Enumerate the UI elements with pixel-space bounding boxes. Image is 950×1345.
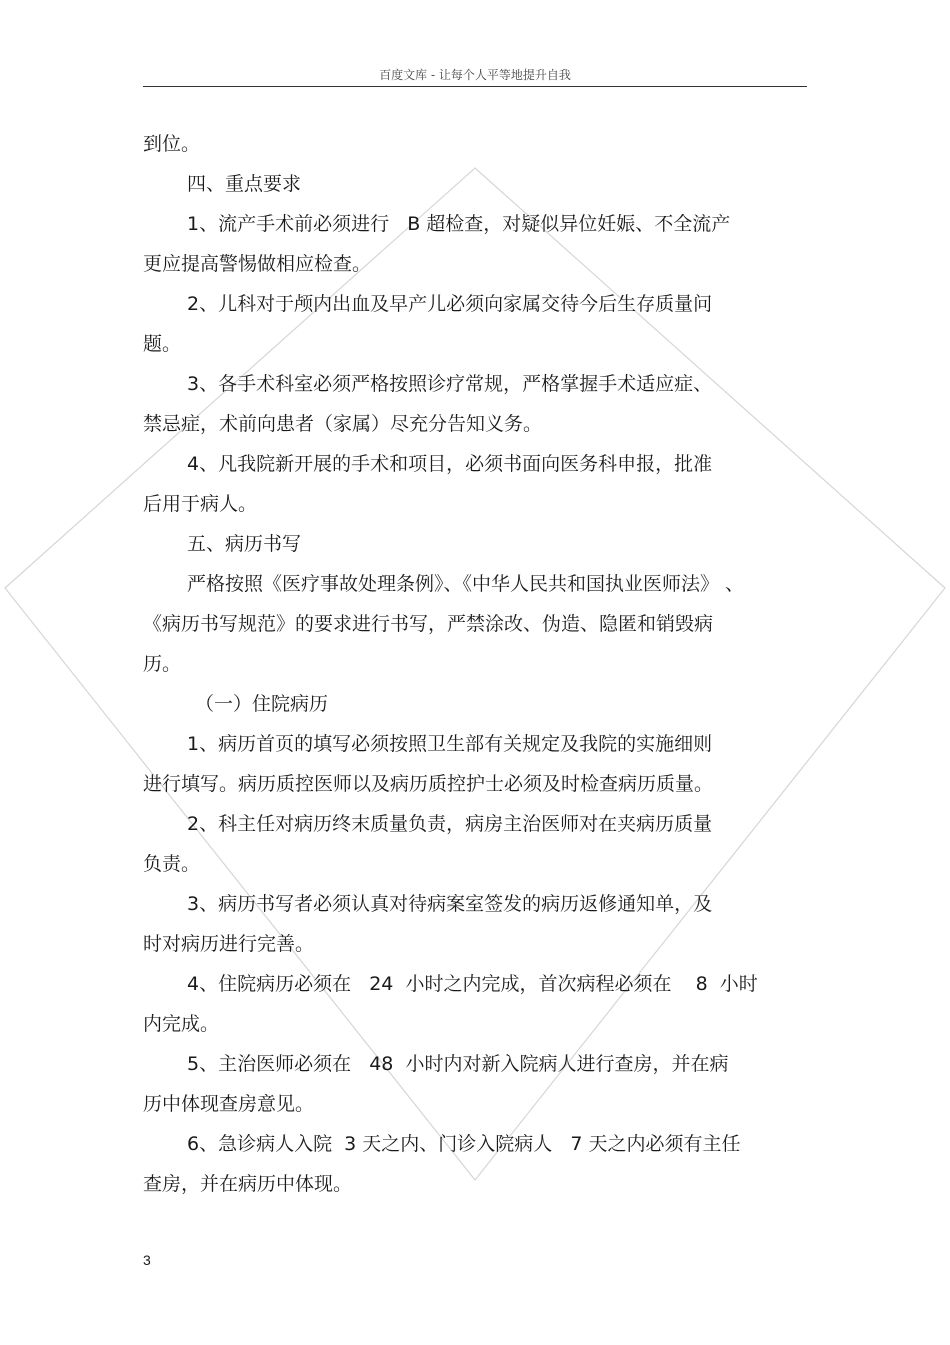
text-line: 3、病历书写者必须认真对待病案室签发的病历返修通知单，及 <box>187 893 713 915</box>
text-line: 严格按照《医疗事故处理条例》、《中华人民共和国执业医师法》 、 <box>187 573 745 595</box>
text-line: 《病历书写规范》的要求进行书写，严禁涂改、伪造、隐匿和销毁病 <box>143 613 714 635</box>
text-line: 查房，并在病历中体现。 <box>143 1173 353 1195</box>
text-line: 1、流产手术前必须进行 B 超检查，对疑似异位妊娠、不全流产 <box>187 213 731 235</box>
text-line: 到位。 <box>143 133 201 155</box>
text-line: 内完成。 <box>143 1013 220 1035</box>
text-line: 时对病历进行完善。 <box>143 933 315 955</box>
text-line: 五、病历书写 <box>187 533 302 555</box>
text-line: 四、重点要求 <box>187 173 302 195</box>
text-line: 4、住院病历必须在 24 小时之内完成，首次病程必须在 8 小时 <box>187 973 758 995</box>
text-line: 题。 <box>143 333 182 355</box>
text-line: （一）住院病历 <box>195 693 329 715</box>
document-body <box>143 124 807 1204</box>
text-line: 2、儿科对于颅内出血及早产儿必须向家属交待今后生存质量问 <box>187 293 713 315</box>
text-line: 后用于病人。 <box>143 493 258 515</box>
page-number: 3 <box>143 1252 151 1268</box>
text-line: 历中体现查房意见。 <box>143 1093 315 1115</box>
text-line: 5、主治医师必须在 48 小时内对新入院病人进行查房，并在病 <box>187 1053 729 1075</box>
text-line: 6、急诊病人入院 3 天之内、门诊入院病人 7 天之内必须有主任 <box>187 1133 741 1155</box>
text-line: 禁忌症，术前向患者（家属）尽充分告知义务。 <box>143 413 543 435</box>
page-header: 百度文库 - 让每个人平等地提升自我 <box>379 68 571 82</box>
text-line: 历。 <box>143 653 182 675</box>
text-line: 3、各手术科室必须严格按照诊疗常规，严格掌握手术适应症、 <box>187 373 713 395</box>
text-line: 4、凡我院新开展的手术和项目，必须书面向医务科申报，批准 <box>187 453 713 475</box>
text-line: 更应提高警惕做相应检查。 <box>143 253 372 275</box>
text-line: 2、科主任对病历终末质量负责，病房主治医师对在夹病历质量 <box>187 813 713 835</box>
text-line: 进行填写。病历质控医师以及病历质控护士必须及时检查病历质量。 <box>143 773 714 795</box>
text-line: 负责。 <box>143 853 201 875</box>
text-line: 1、病历首页的填写必须按照卫生部有关规定及我院的实施细则 <box>187 733 713 755</box>
header-divider <box>143 86 807 87</box>
